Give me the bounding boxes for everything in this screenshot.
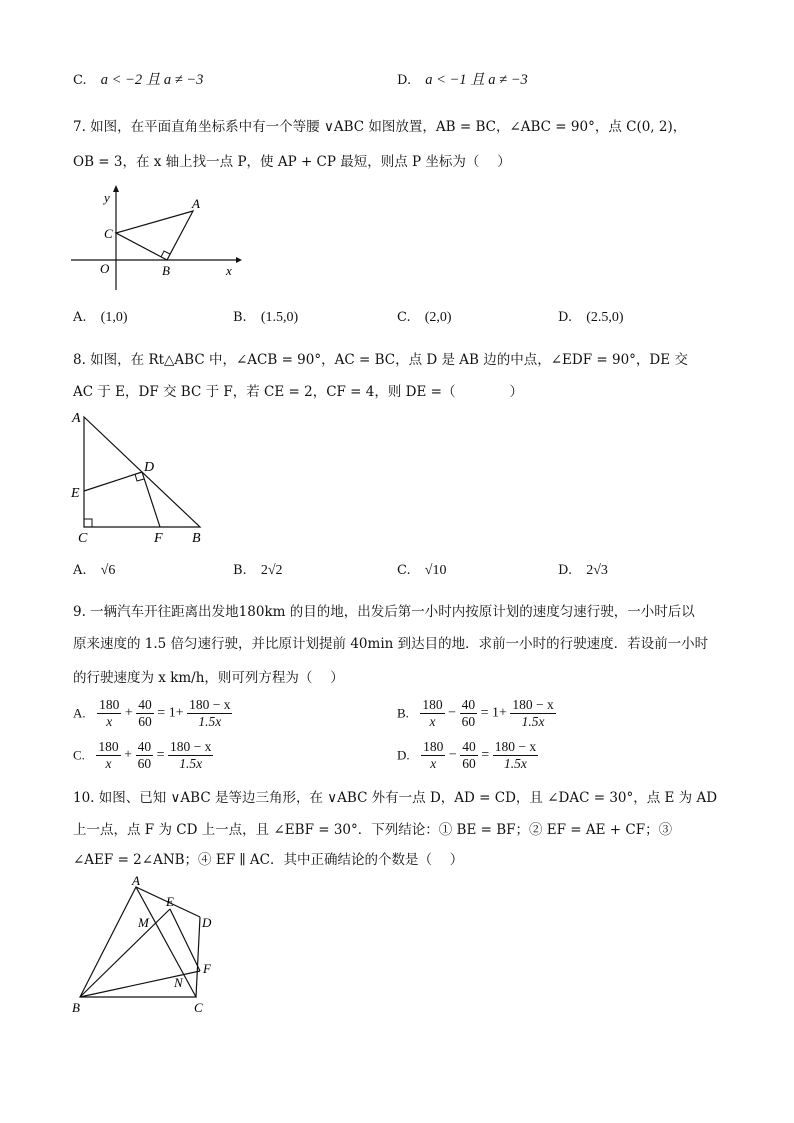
option-label: A. (73, 563, 87, 578)
q9-line1: 9. 一辆汽车开往距离出发地180km 的目的地，出发后第一小时内按原计划的速度匀速行驶，一小时后以 (73, 604, 695, 620)
option-label: A. (73, 705, 86, 721)
label-f: F (203, 961, 211, 976)
option-value: (1.5,0) (260, 310, 299, 325)
q8-option-b (233, 563, 283, 579)
q9-line3: 的行驶速度为 x km/h，则可列方程为（ ） (73, 670, 344, 686)
option-label: D. (397, 73, 412, 88)
frac-180mx-15x: $\frac{180 - x}{1.5x}$ (189, 697, 231, 729)
equals: = (157, 705, 166, 721)
q10-line3: ∠AEF = 2∠ANB；④ EF ∥ AC．其中正确结论的个数是（ ） (73, 852, 464, 868)
q7-option-b (233, 310, 298, 326)
q7-line2: OB = 3，在 x 轴上找一点 P，使 AP + CP 最短，则点 P 坐标为（ ） (73, 154, 511, 170)
q9-option-c (73, 739, 213, 772)
q7-option-d (558, 310, 624, 326)
segment-be (80, 909, 170, 997)
frac-180-x: $\frac{180}{x}$ (423, 739, 444, 771)
operator: − (448, 705, 457, 721)
label-x: x (226, 263, 232, 278)
option-value: 2√3 (586, 563, 608, 578)
q9-option-b (397, 697, 556, 730)
y-axis-arrow (113, 185, 119, 192)
label-f: F (154, 531, 163, 546)
q7-option-c (397, 310, 452, 326)
label-o: O (100, 261, 110, 276)
q8-line1: 8. 如图，在 Rt△ABC 中，∠ACB = 90°，AC = BC，点 D 是 AB 边的中点，∠EDF = 90°，DE 交 (73, 352, 688, 368)
label-e: E (166, 894, 174, 909)
rhs-prefix: 1+ (168, 705, 184, 721)
q8-option-d (558, 563, 608, 579)
option-value: 2√2 (260, 563, 283, 578)
q7-option-a (73, 310, 128, 326)
q8-option-c (397, 563, 446, 579)
label-y: y (104, 190, 110, 205)
option-label: C. (73, 73, 87, 88)
q10-line2: 上一点，点 F 为 CD 上一点，且 ∠EBF = 30°．下列结论：① BE = BF；② EF = AE + CF；③ (73, 822, 673, 838)
option-label: B. (233, 563, 247, 578)
label-n: N (174, 975, 183, 990)
q10-line1: 10. 如图、已知 ∨ABC 是等边三角形，在 ∨ABC 外有一点 D，AD = CD，且 ∠DAC = 30°，点 E 为 AD (73, 790, 718, 806)
segment-dc (196, 917, 200, 997)
option-label: C. (397, 310, 411, 325)
operator: + (124, 705, 133, 721)
option-label: B. (397, 705, 409, 721)
frac-40-60: $\frac{40}{60}$ (138, 697, 152, 729)
right-angle-c (84, 519, 92, 527)
frac-180mx-15x: $\frac{180 - x}{1.5x}$ (169, 739, 212, 771)
q8-figure (66, 405, 216, 550)
label-b: B (192, 531, 201, 546)
q7-line1: 7. 如图，在平面直角坐标系中有一个等腰 ∨ABC 如图放置，AB = BC，∠ABC = 90°，点 C(0, 2)， (73, 119, 687, 135)
operator: − (448, 747, 457, 763)
option-value: (2.5,0) (586, 310, 624, 325)
label-a: A (132, 875, 140, 888)
option-label: C. (397, 563, 411, 578)
label-b: B (162, 263, 170, 278)
label-d: D (202, 915, 212, 930)
q8-line2: AC 于 E，DF 交 BC 于 F，若 CE = 2，CF = 4，则 DE =（ ） (73, 384, 523, 400)
label-a: A (192, 196, 200, 211)
q9-line2: 原来速度的 1.5 倍匀速行驶，并比原计划提前 40min 到达目的地．求前一小时的行驶速度．若设前一小时 (73, 636, 709, 652)
label-b: B (72, 1000, 80, 1015)
option-label: D. (558, 310, 573, 325)
option-value: √10 (424, 563, 447, 578)
option-text: a < −1 且 a ≠ −3 (425, 72, 528, 88)
q9-option-a (73, 697, 232, 730)
option-label: C. (73, 747, 85, 763)
equals: = (481, 747, 490, 763)
option-text: a < −2 且 a ≠ −3 (100, 72, 204, 88)
operator: + (124, 747, 133, 763)
q9-option-d (397, 739, 538, 772)
option-value: (2,0) (424, 310, 452, 325)
frac-40-60: $\frac{40}{60}$ (461, 697, 476, 729)
q6-option-d (397, 68, 528, 89)
frac-40-60: $\frac{40}{60}$ (462, 739, 476, 771)
frac-180-x: $\frac{180}{x}$ (422, 697, 443, 729)
rhs-prefix: 1+ (491, 705, 507, 721)
equals: = (480, 705, 489, 721)
frac-180-x: $\frac{180}{x}$ (99, 697, 120, 729)
triangle-abc (116, 211, 193, 260)
option-value: √6 (100, 563, 116, 578)
label-e: E (71, 486, 80, 501)
option-label: A. (73, 310, 87, 325)
option-label: D. (397, 747, 410, 763)
x-axis-arrow (236, 257, 242, 263)
label-c: C (194, 1000, 203, 1015)
q10-figure (66, 875, 236, 1020)
segment-ef (170, 909, 200, 971)
q6-option-c (73, 68, 203, 89)
option-label: B. (233, 310, 247, 325)
frac-180mx-15x: $\frac{180 - x}{1.5x}$ (512, 697, 554, 729)
label-c: C (104, 226, 113, 241)
frac-180-x: $\frac{180}{x}$ (98, 739, 119, 771)
equals: = (156, 747, 165, 763)
q7-figure (66, 180, 246, 295)
label-m: M (138, 915, 149, 930)
label-d: D (144, 460, 155, 475)
label-a: A (72, 411, 81, 426)
label-c: C (78, 531, 88, 546)
q8-option-a (73, 563, 115, 579)
frac-180mx-15x: $\frac{180 - x}{1.5x}$ (494, 739, 537, 771)
option-value: (1,0) (100, 310, 128, 325)
frac-40-60: $\frac{40}{60}$ (137, 739, 152, 771)
segment-de (84, 472, 142, 491)
option-label: D. (558, 563, 573, 578)
